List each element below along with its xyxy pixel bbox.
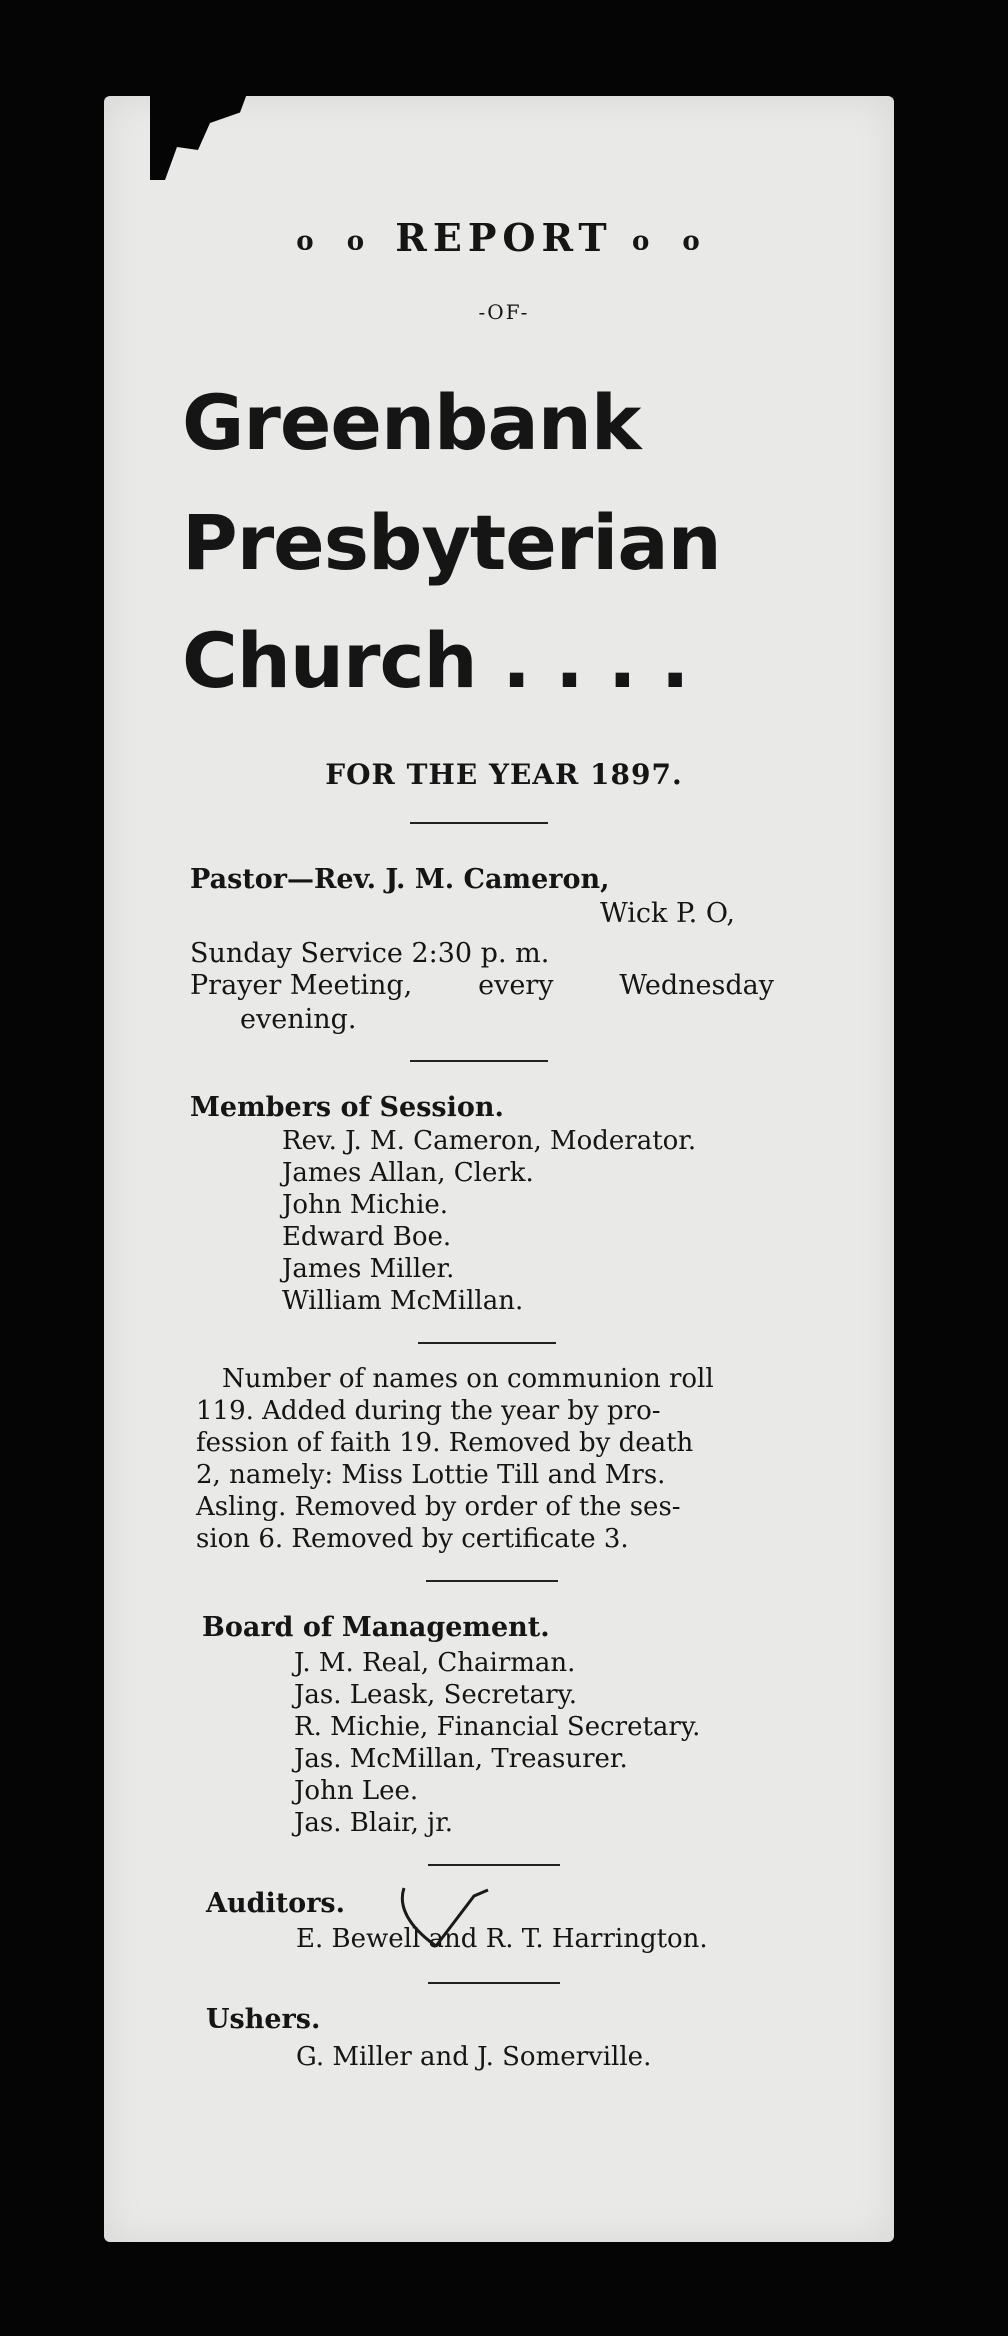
pastor-line: Pastor—Rev. J. M. Cameron,	[190, 864, 610, 895]
title-line-2: Presbyterian	[182, 498, 721, 587]
report-label: REPORT	[395, 215, 613, 260]
title-line-1: Greenbank	[182, 378, 641, 467]
title-trailing-dots: ....	[502, 616, 714, 705]
prayer-evening: evening.	[240, 1004, 357, 1035]
board-member: John Lee.	[294, 1776, 419, 1806]
communion-line: Asling. Removed by order of the ses-	[196, 1492, 681, 1522]
divider-2	[410, 1060, 548, 1062]
title-line-3	[182, 616, 714, 705]
session-member: Edward Boe.	[282, 1222, 452, 1252]
prayer-word-2: every	[478, 970, 554, 1001]
board-heading: Board of Management.	[202, 1612, 550, 1643]
pen-mark	[396, 1866, 506, 1956]
ushers-names: G. Miller and J. Somerville.	[296, 2042, 652, 2072]
board-member: R. Michie, Financial Secretary.	[294, 1712, 701, 1742]
board-member: J. M. Real, Chairman.	[294, 1648, 576, 1678]
prayer-meeting	[190, 970, 774, 1001]
session-member: James Allan, Clerk.	[282, 1158, 534, 1188]
communion-line: Number of names on communion roll	[222, 1364, 714, 1394]
session-heading: Members of Session.	[190, 1092, 504, 1123]
board-member: Jas. Blair, jr.	[294, 1808, 454, 1838]
session-member: John Michie.	[282, 1190, 449, 1220]
of-label: -OF-	[478, 300, 530, 324]
communion-line: 119. Added during the year by pro-	[196, 1396, 661, 1426]
pastor-address: Wick P. O,	[600, 898, 735, 929]
board-member: Jas. McMillan, Treasurer.	[294, 1744, 628, 1774]
board-member: Jas. Leask, Secretary.	[294, 1680, 578, 1710]
ornament-left: o o	[296, 226, 377, 257]
divider-6	[428, 1982, 560, 1984]
prayer-word-1: Prayer Meeting,	[190, 970, 413, 1001]
communion-line: 2, namely: Miss Lottie Till and Mrs.	[196, 1460, 666, 1490]
communion-line: sion 6. Removed by certificate 3.	[196, 1524, 629, 1554]
divider-4	[426, 1580, 558, 1582]
communion-line: fession of faith 19. Removed by death	[196, 1428, 694, 1458]
ushers-heading: Ushers.	[206, 2004, 321, 2035]
report-heading	[0, 215, 1008, 260]
divider-3	[418, 1342, 556, 1344]
session-member: Rev. J. M. Cameron, Moderator.	[282, 1126, 697, 1156]
auditors-heading: Auditors.	[206, 1888, 346, 1919]
auditors-names: E. Bewell and R. T. Harrington.	[296, 1924, 708, 1954]
sunday-service: Sunday Service 2:30 p. m.	[190, 938, 550, 969]
divider-1	[410, 822, 548, 824]
title-church: Church	[182, 616, 477, 705]
session-member: James Miller.	[282, 1254, 455, 1284]
year-line: FOR THE YEAR 1897.	[325, 758, 683, 791]
prayer-word-3: Wednesday	[619, 970, 774, 1001]
session-member: William McMillan.	[282, 1286, 524, 1316]
ornament-right: o o	[631, 226, 712, 257]
